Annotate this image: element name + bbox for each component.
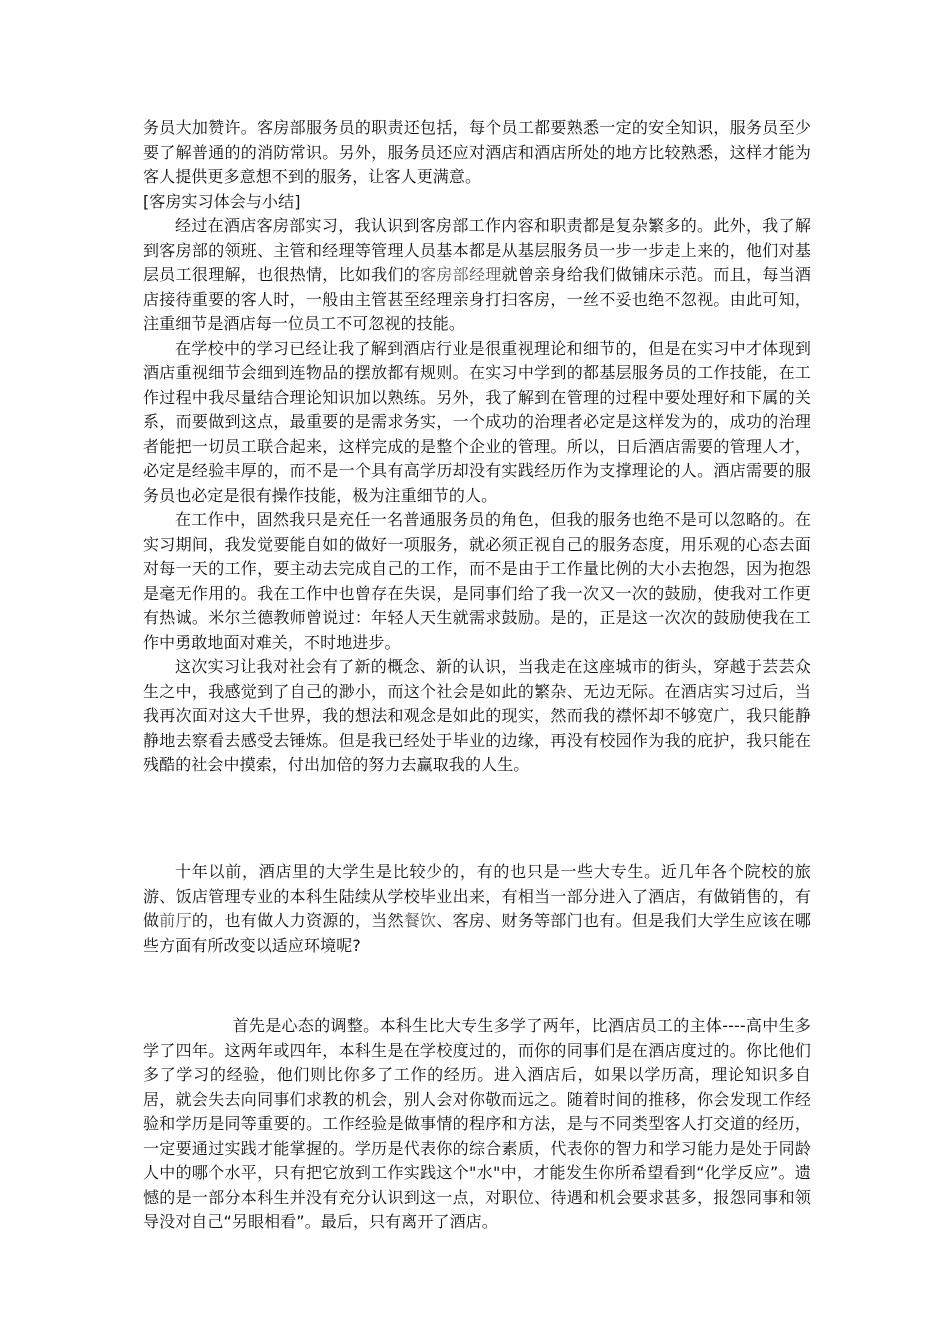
food-beverage-link[interactable]: 餐饮 <box>403 911 437 930</box>
intro-paragraph: 务员大加赞许。客房部服务员的职责还包括，每个员工都要熟悉一定的安全知识，服务员至少要了解普通的的消防常识。另外，服务员还应对酒店和酒店所处的地方比较熟悉，这样才能为客人提供更多意想不到的服务，让客人更满意。 <box>143 118 811 186</box>
section-mindset <box>143 1014 811 1235</box>
housekeeping-manager-link[interactable]: 客房部经理 <box>420 265 502 284</box>
paragraph-3: 在工作中，固然我只是充任一名普通服务员的角色，但我的服务也绝不是可以忽略的。在实习期间，我发觉要能自如的做好一项服务，就必须正视自己的服务态度，用乐观的心态去面对每一天的工作，要主动去完成自己的工作，而不是由于工作量比例的大小去抱怨，因为抱怨是毫无作用的。我在工作中也曾存在失误，是同事们给了我一次又一次的鼓励，使我对工作更有热诚。米尔兰德教师曾说过：年轻人天生就需求鼓励。是的，正是这一次次的鼓励使我在工作中勇敢地面对难关，不时地进步。 <box>143 510 811 652</box>
paragraph-5-text-b: 的，也有做人力资源的，当然 <box>191 911 404 930</box>
front-office-link[interactable]: 前厅 <box>159 911 192 930</box>
paragraph-4: 这次实习让我对社会有了新的概念、新的认识，当我走在这座城市的街头，穿越于芸芸众生之中，我感觉到了自己的渺小，而这个社会是如此的繁杂、无边无际。在酒店实习过后，当我再次面对这大千世界，我的想法和观念是如此的现实，然而我的襟怀却不够宽广，我只能静静地去察看去感受去锤炼。但是我已经处于毕业的边缘，再没有校园作为我的庇护，我只能在残酷的社会中摸索，付出加倍的努力去赢取我的人生。 <box>143 657 811 774</box>
paragraph-1-text-a: 经过在酒店客房部实习，我认识到客房部工作内容和职责都是复杂繁多的。此外，我了解到客房部的领班、主管和经理等管理人员基本都是从基层服务员一步一步走上来的，他们对基层员工很理解，也很热情，比如我们的 <box>143 216 811 284</box>
paragraph-6: 首先是心态的调整。本科生比大专生多学了两年，比酒店员工的主体----高中生多学了四年。这两年或四年，本科生是在学校度过的，而你的同事们是在酒店度过的。你比他们多了学习的经验，他们则比你多了工作的经历。进入酒店后，如果以学历高，理论知识多自居，就会失去向同事们求教的机会，别人会对你敬而远之。随着时间的推移，你会发现工作经验和学历是同等重要的。工作经验是做事情的程序和方法，是与不同类型客人打交道的经历，一定要通过实践才能掌握的。学历是代表你的综合素质，代表你的智力和学习能力是处于同龄人中的哪个水平，只有把它放到工作实践这个"水"中，才能发生你所希望看到“化学反应”。遗憾的是一部分本科生并没有充分认识到这一点，对职位、待遇和机会要求甚多，报怨同事和领导没对自己“另眼相看”。最后，只有离开了酒店。 <box>143 1016 811 1231</box>
paragraph-5 <box>143 860 811 958</box>
paragraph-1 <box>143 214 811 337</box>
section-heading: [客房实习体会与小结] <box>143 191 301 211</box>
paragraph-5-text-c: 、客房、财务等部门也有。但是我们大学生应该在哪些方面有所改变以适应环境呢? <box>143 911 811 955</box>
paragraph-1-text-b: 就曾亲身给我们做铺床示范。而且，每当酒店接待重要的客人时，一般由主管甚至经理亲身打扫客房，一丝不妥也绝不忽视。由此可知，注重细节是酒店每一位员工不可忽视的技能。 <box>143 265 812 333</box>
section-internship-summary <box>143 116 811 778</box>
section-graduates-intro <box>143 860 811 958</box>
paragraph-2: 在学校中的学习已经让我了解到酒店行业是很重视理论和细节的，但是在实习中才体现到酒店重视细节会细到连物品的摆放都有规则。在实习中学到的都基层服务员的工作技能，在工作过程中我尽量结合理论知识加以熟练。另外，我了解到在管理的过程中要处理好和下属的关系，而要做到这点，最重要的是需求务实，一个成功的治理者必定是这样发为的，成功的治理者能把一切员工联合起来，这样完成的是整个企业的管理。所以，日后酒店需要的管理人才，必定是经验丰厚的，而不是一个具有高学历却没有实践经历作为支撑理论的人。酒店需要的服务员也必定是很有操作技能，极为注重细节的人。 <box>143 338 811 505</box>
paragraph-5-text-a: 十年以前，酒店里的大学生是比较少的，有的也只是一些大专生。近几年各个院校的旅游、饭店管理专业的本科生陆续从学校毕业出来，有相当一部分进入了酒店，有做销售的，有做 <box>143 862 811 930</box>
